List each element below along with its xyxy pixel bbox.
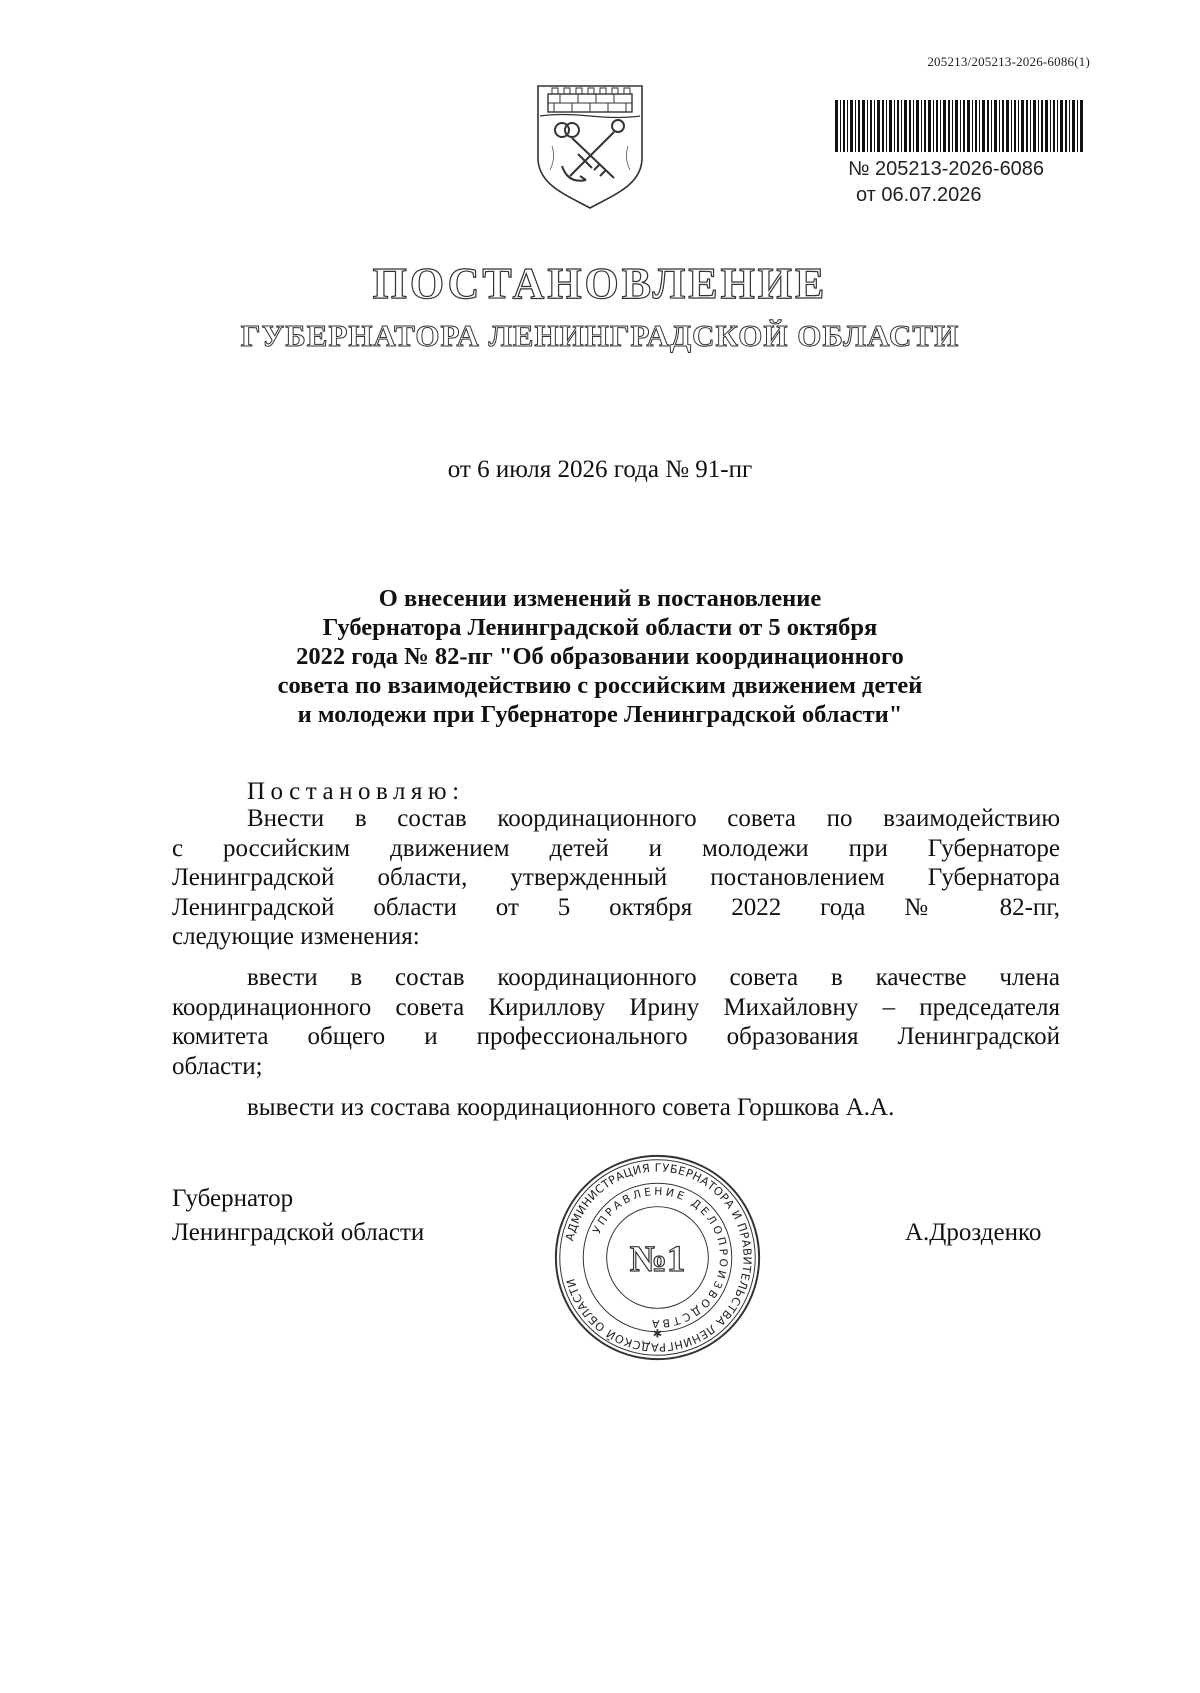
signatory-title-region: Ленинградской области [172, 1219, 425, 1246]
signatory-name: А.Дрозденко [905, 1219, 1042, 1246]
seal-outer-text: АДМИНИСТРАЦИЯ ГУБЕРНАТОРА И ПРАВИТЕЛЬСТВА ЛЕНИНГРАДСКОЙ ОБЛАСТИ [563, 1161, 754, 1354]
coat-of-arms-icon [530, 80, 650, 210]
decree-heading [240, 584, 960, 729]
paragraph-1 [172, 804, 1060, 952]
registration-number: № 205213-2026-6086 [848, 158, 1045, 180]
heading-line: 2022 года № 82-пг "Об образовании координационного [296, 643, 904, 670]
paragraph-line: Внести в состав координационного совета по взаимодействию [247, 805, 1060, 832]
paragraph-line: Ленинградской области от 5 октября 2022 года № 82-пг, [172, 893, 1060, 921]
signatory-title: Губернатор [172, 1185, 294, 1212]
barcode [835, 100, 1085, 152]
document-subtitle: ГУБЕРНАТОРА ЛЕНИНГРАДСКОЙ ОБЛАСТИ [240, 318, 960, 353]
paragraph-2 [172, 963, 1060, 1081]
paragraph-line: ввести в состав координационного совета в качестве члена [247, 964, 1060, 991]
paragraph-line: с российским движением детей и молодежи при Губернаторе [172, 834, 1060, 862]
paragraph-line: вывести из состава координационного совета Горшкова А.А. [247, 1094, 895, 1121]
paragraph-line: координационного совета Кириллову Ирину Михайловну – председателя [172, 993, 1060, 1021]
heading-line: и молодежи при Губернаторе Ленинградской области" [297, 701, 903, 728]
paragraph-line: Ленинградской области, утвержденный постановлением Губернатора [172, 864, 1060, 891]
seal-inner-text: УПРАВЛЕНИЕ ДЕЛОПРОИЗВОДСТВА [590, 1184, 731, 1331]
barcode-icon [835, 100, 1085, 152]
seal-star-icon: ✱ [652, 1327, 663, 1341]
paragraph-line: комитета общего и профессионального образования Ленинградской [172, 1023, 1060, 1050]
document-id: 205213/205213-2026-6086(1) [927, 54, 1090, 69]
seal-center-number: №1 [629, 1239, 686, 1281]
heading-line: Губернатора Ленинградской области от 5 октября [322, 614, 878, 641]
paragraph-line: области; [172, 1052, 263, 1080]
heading-line: совета по взаимодействию с российским движением детей [277, 672, 923, 699]
registration-date: от 06.07.2026 [856, 184, 982, 206]
official-seal-stamp [550, 1150, 765, 1365]
heading-line: О внесении изменений в постановление [378, 585, 822, 612]
document-title: ПОСТАНОВЛЕНИЕ [372, 259, 828, 308]
paragraph-3 [172, 1093, 1060, 1123]
paragraph-line: следующие изменения: [172, 923, 420, 950]
decree-date-number: от 6 июля 2026 года № 91-пг [447, 456, 753, 483]
decree-word: Постановляю: [247, 778, 465, 805]
